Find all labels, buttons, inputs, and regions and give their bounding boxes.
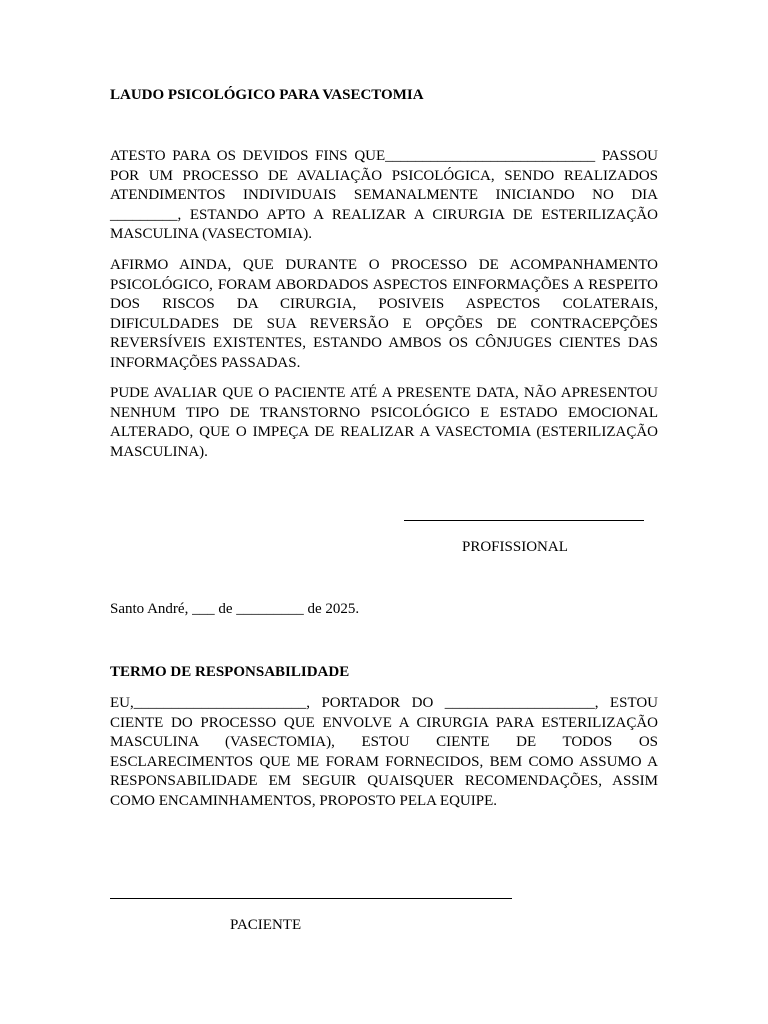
responsibility-paragraph: EU,_______________________, PORTADOR DO ____________________, ESTOU CIENTE DO PROCESSO QUE ENVOLVE A CIRURGIA PARA ESTERILIZAÇÃO MASCULINA (VASECTOMIA), ESTOU CIENTE DE TODOS OS ESCLARECIMENTOS QUE ME FORAM FORNECIDOS, BEM COMO ASSUMO A RESPONSABILIDADE EM SEGUIR QUAISQUER RECOMENDAÇÕES, ASSIM COMO ENCAMINHAMENTOS, PROPOSTO PELA EQUIPE. <box>110 695 658 809</box>
affirmation-paragraph: AFIRMO AINDA, QUE DURANTE O PROCESSO DE ACOMPANHAMENTO PSICOLÓGICO, FORAM ABORDADOS ASPECTOS EINFORMAÇÕES A RESPEITO DOS RISCOS DA CIRURGIA, POSIVEIS ASPECTOS COLATERAIS, DIFICULDADES DE SUA REVERSÃO E OPÇÕES DE CONTRACEPÇÕES REVERSÍVEIS EXISTENTES, ESTANDO AMBOS OS CÔNJUGES CIENTES DAS INFORMAÇÕES PASSADAS. <box>110 257 658 371</box>
patient-signature-line <box>110 898 512 899</box>
responsibility-term-heading: TERMO DE RESPONSABILIDADE <box>110 664 350 680</box>
evaluation-paragraph: PUDE AVALIAR QUE O PACIENTE ATÉ A PRESENTE DATA, NÃO APRESENTOU NENHUM TIPO DE TRANSTORNO PSICOLÓGICO E ESTADO EMOCIONAL ALTERADO, QUE O IMPEÇA DE REALIZAR A VASECTOMIA (ESTERILIZAÇÃO MASCULINA). <box>110 385 658 460</box>
attestation-paragraph: ATESTO PARA OS DEVIDOS FINS QUE____________________________ PASSOU POR UM PROCESSO DE AVALIAÇÃO PSICOLÓGICA, SENDO REALIZADOS ATENDIMENTOS INDIVIDUAIS SEMANALMENTE INICIANDO NO DIA _________, ESTANDO APTO A REALIZAR A CIRURGIA DE ESTERILIZAÇÃO MASCULINA (VASECTOMIA). <box>110 148 658 242</box>
document-title: LAUDO PSICOLÓGICO PARA VASECTOMIA <box>110 87 424 103</box>
professional-signature-line <box>404 520 644 521</box>
date-line: Santo André, ___ de _________ de 2025. <box>110 601 360 617</box>
patient-signature-label: PACIENTE <box>230 917 302 933</box>
professional-signature-label: PROFISSIONAL <box>462 539 568 555</box>
